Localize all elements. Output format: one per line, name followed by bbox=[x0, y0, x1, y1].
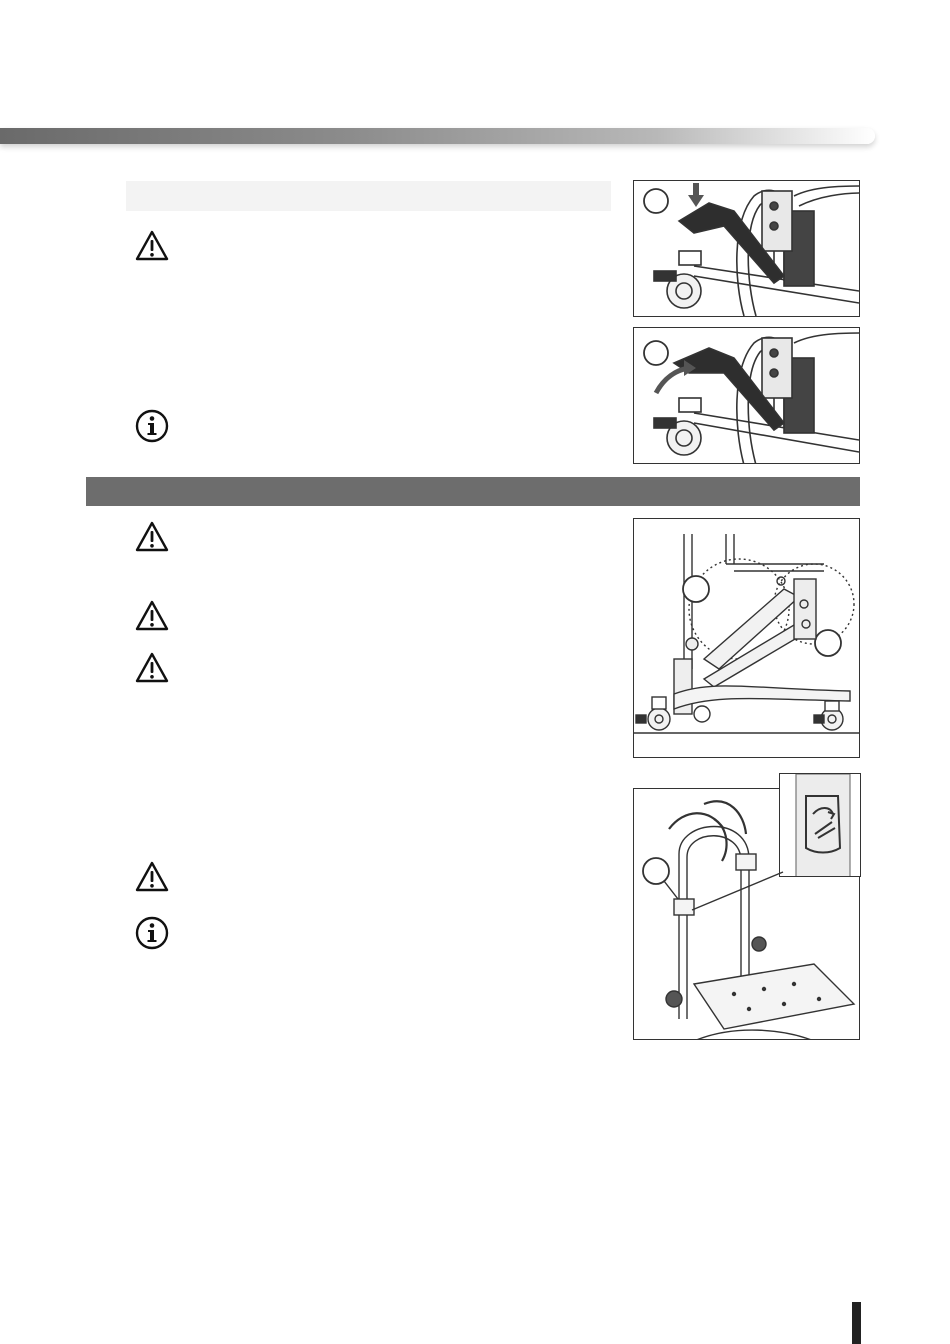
section-bar bbox=[86, 477, 860, 506]
warning-triangle-icon bbox=[135, 520, 169, 554]
inset-leader-line bbox=[690, 870, 790, 915]
header-rule bbox=[0, 128, 875, 144]
warning-triangle-icon bbox=[135, 599, 169, 633]
warning-triangle-icon bbox=[135, 651, 169, 685]
info-circle-icon bbox=[135, 409, 169, 443]
figure-foot-pedal-press-down bbox=[633, 180, 860, 317]
info-circle-icon bbox=[135, 916, 169, 950]
subheading-bar bbox=[126, 181, 611, 211]
figure-foot-pedal-lift-up bbox=[633, 327, 860, 464]
page-edge-tab bbox=[852, 1302, 861, 1344]
warning-triangle-icon bbox=[135, 860, 169, 894]
inset-rotate-symbol-label bbox=[779, 773, 861, 877]
figure-frame-side-view bbox=[633, 518, 860, 758]
warning-triangle-icon bbox=[135, 229, 169, 263]
